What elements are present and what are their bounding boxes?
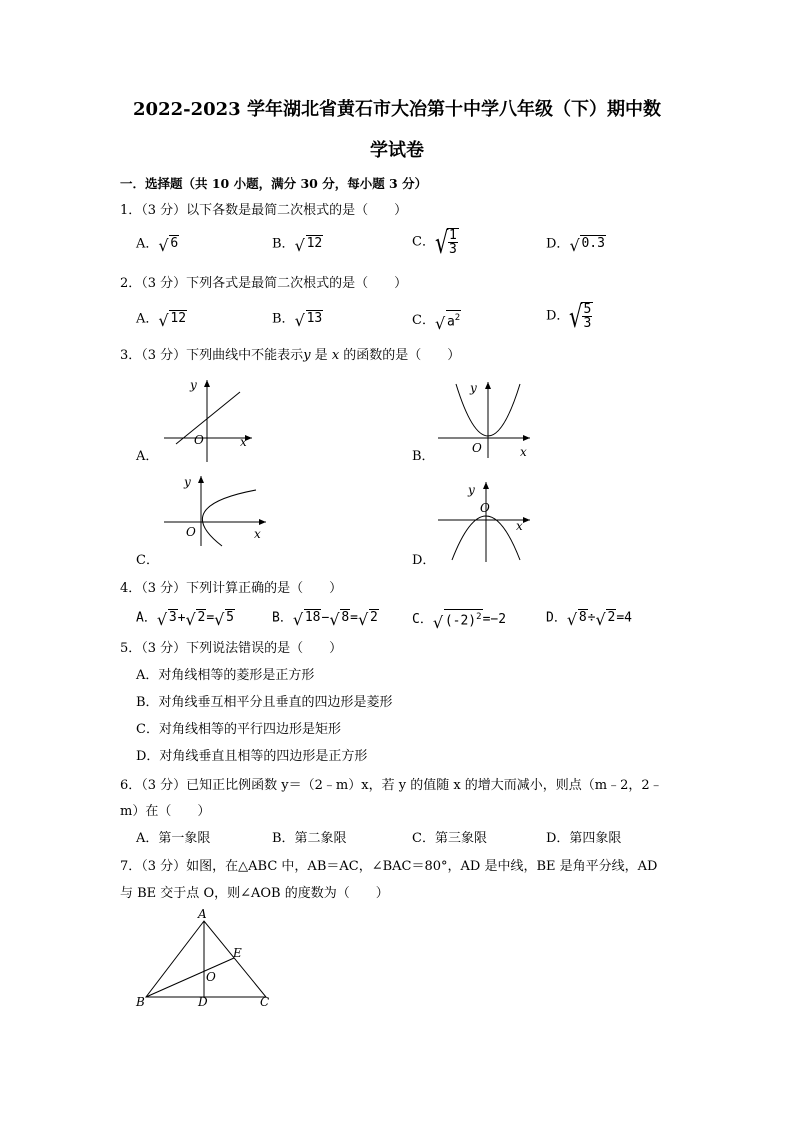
q3-label-b: B． [412, 449, 435, 464]
q6-option-c: C．第三象限 [412, 831, 487, 846]
q3-graph-b [434, 378, 534, 460]
q6-stem-line1: 6．（3 分）已知正比例函数 y＝（2﹣m）x，若 y 的值随 x 的增大而减小，则点（m﹣2，2﹣ [120, 778, 663, 793]
q7-stem-line1: 7．（3 分）如图，在△ABC 中，AB＝AC，∠BAC＝80°，AD 是中线，BE 是角平分线，AD [120, 859, 658, 874]
q5-option-c: C．对角线相等的平行四边形是矩形 [136, 722, 341, 737]
q1-stem: 1．（3 分）以下各数是最简二次根式的是（ ） [120, 203, 408, 218]
q1-option-d: D． √ 0.3 [546, 236, 605, 255]
paper-title-line1: 2022-2023 学年湖北省黄石市大冶第十中学八年级（下）期中数 [133, 99, 661, 120]
q6-option-d: D．第四象限 [546, 831, 622, 846]
q6-stem-line2: m）在（ ） [120, 804, 211, 819]
point-a-label: A [198, 907, 207, 921]
q7-stem-line2: 与 BE 交于点 O，则∠AOB 的度数为（ ） [120, 886, 389, 901]
sqrt-symbol: √ $a^2$ [435, 310, 461, 331]
q3-graph-a [160, 372, 260, 464]
triangle-abc [146, 921, 266, 997]
point-b-label: B [136, 995, 145, 1009]
sqrt-symbol: √ $\frac{1}{3}$ [434, 226, 457, 261]
bisector-be [146, 958, 234, 997]
q7-triangle-figure [132, 905, 282, 1011]
point-o-label: O [206, 970, 216, 984]
y-label: y [468, 483, 475, 497]
q4-stem: 4．（3 分）下列计算正确的是（ ） [120, 581, 343, 596]
point-d-label: D [198, 995, 208, 1009]
point-e-label: E [233, 946, 242, 960]
q4-option-d: D． √ 8÷ √ 2=4 [546, 610, 632, 629]
q3-label-a: A． [136, 449, 159, 464]
q6-option-a: A．第一象限 [136, 831, 211, 846]
q2-option-a: A． √ 12 [136, 311, 187, 330]
sqrt-symbol: √ 12 [294, 236, 323, 255]
q4-option-b: B． √ 18− √ 8= √ 2 [272, 610, 378, 629]
q3-graph-d [434, 478, 534, 564]
sqrt-symbol: √ 13 [294, 311, 323, 330]
q1-option-c: C． √ $\frac{1}{3}$ [412, 226, 457, 261]
q2-option-b: B． √ 13 [272, 311, 323, 330]
q1-option-b: B． √ 12 [272, 236, 323, 255]
sqrt-symbol: √ 12 [158, 311, 187, 330]
curve-line [176, 392, 240, 444]
y-label: y [190, 378, 197, 392]
q6-option-b: B．第二象限 [272, 831, 347, 846]
q4-option-a: A． √ 3+ √ 2= √ 5 [136, 610, 234, 629]
q3-label-d: D． [412, 553, 436, 568]
q1-option-a: A． √ 6 [136, 236, 179, 255]
q3-graph-c [160, 472, 272, 548]
q3-label-c: C． [136, 553, 159, 568]
q2-option-c: C． √ $a^2$ [412, 310, 461, 331]
origin-label: O [194, 433, 204, 447]
paper-title-line2: 学试卷 [370, 140, 424, 161]
x-label: x [240, 435, 247, 449]
x-label: x [520, 445, 527, 459]
sqrt-symbol: √ 6 [158, 236, 179, 255]
x-label: x [254, 527, 261, 541]
x-label: x [516, 519, 523, 533]
origin-label: O [480, 501, 490, 515]
q5-option-b: B．对角线垂互相平分且垂直的四边形是菱形 [136, 695, 393, 710]
q4-option-c: C． √ $(-2)^2=-2$ [412, 609, 506, 630]
q5-stem: 5．（3 分）下列说法错误的是（ ） [120, 641, 343, 656]
q2-stem: 2．（3 分）下列各式是最简二次根式的是（ ） [120, 276, 408, 291]
q5-option-d: D．对角线垂直且相等的四边形是正方形 [136, 749, 368, 764]
y-label: y [184, 475, 191, 489]
origin-label: O [472, 441, 482, 455]
origin-label: O [186, 525, 196, 539]
point-c-label: C [260, 995, 270, 1009]
section-heading: 一．选择题（共 10 小题，满分 30 分，每小题 3 分） [120, 176, 428, 191]
q5-option-a: A．对角线相等的菱形是正方形 [136, 668, 315, 683]
y-label: y [470, 381, 477, 395]
q2-option-d: D． √ $\frac{5}{3}$ [546, 300, 592, 335]
sqrt-symbol: √ $\frac{5}{3}$ [569, 300, 592, 335]
curve-sideways-parabola [202, 490, 256, 546]
sqrt-symbol: √ 0.3 [569, 236, 605, 255]
q3-stem: 3．（3 分）下列曲线中不能表示y 是 x 的函数的是（ ） [120, 348, 461, 363]
